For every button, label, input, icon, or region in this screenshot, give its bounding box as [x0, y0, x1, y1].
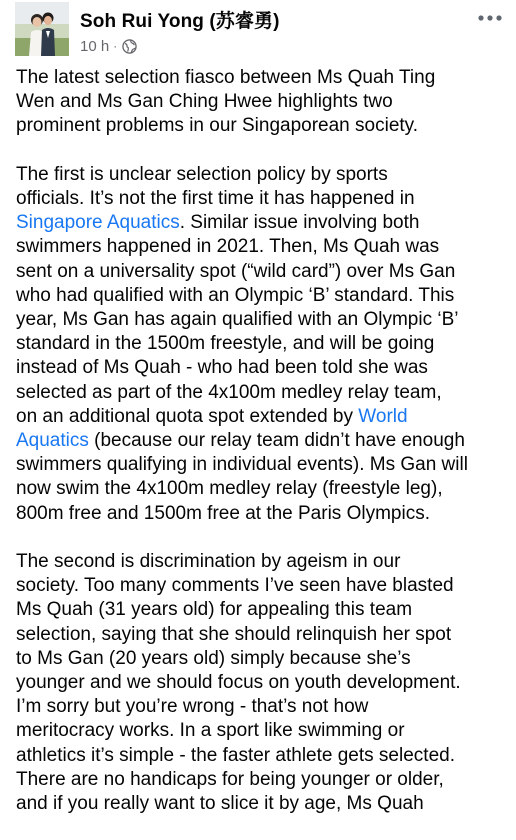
- text-line: to Ms Gan (20 years old) simply because she’s: [16, 647, 411, 669]
- text-line: society. Too many comments I’ve seen have blasted: [16, 575, 454, 597]
- text-line: standard in the 1500m freestyle, and will be going: [16, 333, 435, 355]
- meta-separator: ·: [113, 39, 118, 53]
- world-aquatics-link[interactable]: World: [358, 405, 408, 427]
- text-line: The latest selection fiasco between Ms Quah Ting: [16, 67, 436, 88]
- post-options-button[interactable]: [470, 4, 510, 32]
- text-line: younger and we should focus on youth development.: [16, 672, 461, 694]
- post-paragraph-2: [16, 163, 506, 526]
- post-body: [16, 66, 506, 840]
- post-paragraph-3: [16, 550, 506, 816]
- post-header: [0, 0, 516, 62]
- text-line: prominent problems in our Singaporean society.: [16, 115, 419, 137]
- globe-icon[interactable]: [122, 39, 137, 54]
- text-line: [16, 429, 506, 453]
- text-line: and if you really want to slice it by age, Ms Quah: [16, 793, 424, 815]
- text-line: now swim the 4x100m medley relay (freestyle leg),: [16, 478, 443, 500]
- world-aquatics-link[interactable]: Aquatics: [16, 430, 89, 452]
- post-timestamp[interactable]: 10 h: [80, 37, 110, 55]
- text-fragment: (because our relay team didn’t have enough: [88, 430, 465, 452]
- text-line: 800m free and 1500m free at the Paris Olympics.: [16, 502, 430, 524]
- text-line: selected as part of the 4x100m medley relay team,: [16, 381, 442, 403]
- text-line: [16, 211, 506, 235]
- text-fragment: on an additional quota spot extended by: [16, 405, 359, 427]
- post-paragraph-1: [16, 66, 506, 139]
- text-line: officials. It’s not the first time it has happened in: [16, 188, 415, 209]
- profile-photo-couple: [15, 2, 69, 56]
- text-line: There are no handicaps for being younger or older,: [16, 768, 444, 790]
- text-line: meritocracy works. In a sport like swimming or: [16, 720, 405, 742]
- text-line: swimmers qualifying in individual events). Ms Gan will: [16, 454, 468, 476]
- text-line: Wen and Ms Gan Ching Hwee highlights two: [16, 91, 393, 113]
- more-horizontal-icon: [477, 14, 503, 22]
- text-line: sent on a universality spot (“wild card”) over Ms Gan: [16, 260, 456, 282]
- text-line: athletics it’s simple - the faster athlete gets selected.: [16, 744, 455, 766]
- text-line: The first is unclear selection policy by sports: [16, 163, 388, 185]
- author-name[interactable]: Soh Rui Yong (苏睿勇): [80, 11, 280, 32]
- text-line: The second is discrimination by ageism in our: [16, 551, 401, 573]
- text-fragment: . Similar issue involving both: [179, 212, 420, 234]
- text-line: year, Ms Gan has again qualified with an Olympic ‘B’: [16, 309, 459, 331]
- text-line: swimmers happened in 2021. Then, Ms Quah was: [16, 236, 440, 258]
- author-avatar[interactable]: [15, 2, 69, 56]
- text-line: instead of Ms Quah - who had been told she was: [16, 357, 428, 379]
- text-line: I’m sorry but you’re wrong - that’s not how: [16, 696, 369, 718]
- text-line: [16, 405, 506, 429]
- text-line: selection, saying that she should relinquish her spot: [16, 623, 452, 645]
- text-line: Ms Quah (31 years old) for appealing this team: [16, 599, 413, 621]
- singapore-aquatics-link[interactable]: Singapore Aquatics: [16, 212, 180, 234]
- text-line: who had qualified with an Olympic ‘B’ standard. This: [16, 284, 455, 306]
- post-meta: [80, 36, 137, 56]
